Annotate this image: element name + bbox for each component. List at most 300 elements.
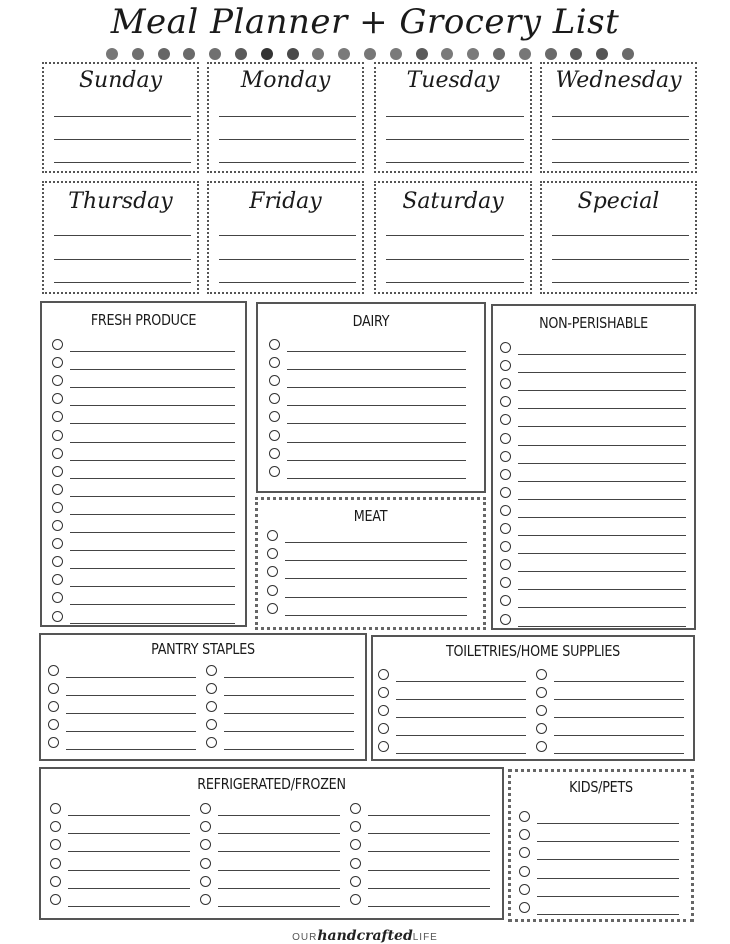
write-in-line[interactable] xyxy=(70,604,235,605)
write-in-line[interactable] xyxy=(368,815,490,816)
checklist-item[interactable] xyxy=(536,668,684,686)
checklist-item[interactable] xyxy=(52,429,235,447)
meal-line[interactable] xyxy=(54,139,191,140)
write-in-line[interactable] xyxy=(518,517,686,518)
write-in-line[interactable] xyxy=(518,372,686,373)
write-in-line[interactable] xyxy=(518,390,686,391)
write-in-line[interactable] xyxy=(396,717,526,718)
checkbox-circle-icon[interactable] xyxy=(52,393,63,404)
checklist-item[interactable] xyxy=(52,465,235,483)
checklist-item[interactable] xyxy=(50,875,190,893)
write-in-line[interactable] xyxy=(287,442,466,443)
checklist-item[interactable] xyxy=(48,736,196,754)
checkbox-circle-icon[interactable] xyxy=(200,839,211,850)
checkbox-circle-icon[interactable] xyxy=(50,876,61,887)
section-title: REFRIGERATED/FROZEN xyxy=(197,775,346,793)
write-in-line[interactable] xyxy=(554,753,684,754)
checklist-item[interactable] xyxy=(350,820,490,838)
checkbox-circle-icon[interactable] xyxy=(500,396,511,407)
checklist-item[interactable] xyxy=(267,565,467,583)
checkbox-circle-icon[interactable] xyxy=(52,339,63,350)
write-in-line[interactable] xyxy=(518,589,686,590)
write-in-line[interactable] xyxy=(66,713,196,714)
write-in-line[interactable] xyxy=(285,615,467,616)
checkbox-circle-icon[interactable] xyxy=(52,592,63,603)
checklist-item[interactable] xyxy=(48,664,196,682)
checkbox-circle-icon[interactable] xyxy=(267,603,278,614)
write-in-line[interactable] xyxy=(396,681,526,682)
write-in-line[interactable] xyxy=(537,859,679,860)
meal-line[interactable] xyxy=(552,139,689,140)
checkbox-circle-icon[interactable] xyxy=(200,894,211,905)
section-dairy xyxy=(256,302,486,493)
checkbox-circle-icon[interactable] xyxy=(52,574,63,585)
checklist-item[interactable] xyxy=(500,594,686,612)
checkbox-circle-icon[interactable] xyxy=(50,803,61,814)
meal-line[interactable] xyxy=(54,116,191,117)
meal-line[interactable] xyxy=(219,139,356,140)
write-in-line[interactable] xyxy=(518,481,686,482)
checkbox-circle-icon[interactable] xyxy=(519,902,530,913)
checkbox-circle-icon[interactable] xyxy=(267,548,278,559)
checklist-item[interactable] xyxy=(50,857,190,875)
checklist-item[interactable] xyxy=(267,529,467,547)
write-in-line[interactable] xyxy=(70,460,235,461)
checklist-item[interactable] xyxy=(500,613,686,631)
checkbox-circle-icon[interactable] xyxy=(269,357,280,368)
write-in-line[interactable] xyxy=(518,354,686,355)
checkbox-circle-icon[interactable] xyxy=(350,803,361,814)
checkbox-circle-icon[interactable] xyxy=(48,701,59,712)
checklist-item[interactable] xyxy=(52,519,235,537)
checkbox-circle-icon[interactable] xyxy=(50,839,61,850)
write-in-line[interactable] xyxy=(537,823,679,824)
checklist-item[interactable] xyxy=(269,392,466,410)
write-in-line[interactable] xyxy=(287,387,466,388)
write-in-line[interactable] xyxy=(368,870,490,871)
checkbox-circle-icon[interactable] xyxy=(48,683,59,694)
write-in-line[interactable] xyxy=(287,405,466,406)
dot-icon xyxy=(596,48,608,60)
checkbox-circle-icon[interactable] xyxy=(269,339,280,350)
checklist-item[interactable] xyxy=(500,540,686,558)
checklist-item[interactable] xyxy=(269,429,466,447)
write-in-line[interactable] xyxy=(66,731,196,732)
checklist-item[interactable] xyxy=(350,838,490,856)
write-in-line[interactable] xyxy=(285,560,467,561)
checkbox-circle-icon[interactable] xyxy=(206,737,217,748)
write-in-line[interactable] xyxy=(287,351,466,352)
checklist-item[interactable] xyxy=(206,682,354,700)
write-in-line[interactable] xyxy=(368,833,490,834)
checklist-item[interactable] xyxy=(350,802,490,820)
write-in-line[interactable] xyxy=(224,713,354,714)
checklist-item[interactable] xyxy=(378,704,526,722)
checklist-item[interactable] xyxy=(52,555,235,573)
checklist-item[interactable] xyxy=(200,893,340,911)
write-in-line[interactable] xyxy=(518,408,686,409)
checkbox-circle-icon[interactable] xyxy=(48,737,59,748)
checkbox-circle-icon[interactable] xyxy=(269,448,280,459)
checkbox-circle-icon[interactable] xyxy=(519,829,530,840)
checkbox-circle-icon[interactable] xyxy=(519,811,530,822)
checklist-item[interactable] xyxy=(52,374,235,392)
checklist-item[interactable] xyxy=(350,875,490,893)
checkbox-circle-icon[interactable] xyxy=(350,858,361,869)
checklist-item[interactable] xyxy=(52,610,235,628)
checkbox-circle-icon[interactable] xyxy=(269,411,280,422)
checklist-item[interactable] xyxy=(536,704,684,722)
checklist-item[interactable] xyxy=(500,504,686,522)
checklist-item[interactable] xyxy=(536,722,684,740)
write-in-line[interactable] xyxy=(218,815,340,816)
checkbox-circle-icon[interactable] xyxy=(267,585,278,596)
checklist-item[interactable] xyxy=(519,810,679,828)
checklist-item[interactable] xyxy=(50,820,190,838)
checklist-item[interactable] xyxy=(350,893,490,911)
meal-line[interactable] xyxy=(552,162,689,163)
write-in-line[interactable] xyxy=(218,833,340,834)
write-in-line[interactable] xyxy=(368,906,490,907)
checklist-item[interactable] xyxy=(519,901,679,919)
meal-line[interactable] xyxy=(552,259,689,260)
checklist-item[interactable] xyxy=(500,413,686,431)
write-in-line[interactable] xyxy=(518,553,686,554)
write-in-line[interactable] xyxy=(66,695,196,696)
checkbox-circle-icon[interactable] xyxy=(500,451,511,462)
write-in-line[interactable] xyxy=(66,749,196,750)
checklist-item[interactable] xyxy=(52,338,235,356)
checkbox-circle-icon[interactable] xyxy=(500,342,511,353)
checkbox-circle-icon[interactable] xyxy=(48,719,59,730)
checkbox-circle-icon[interactable] xyxy=(378,723,389,734)
checkbox-circle-icon[interactable] xyxy=(200,803,211,814)
checklist-item[interactable] xyxy=(378,686,526,704)
write-in-line[interactable] xyxy=(518,626,686,627)
checkbox-circle-icon[interactable] xyxy=(52,357,63,368)
checkbox-circle-icon[interactable] xyxy=(500,433,511,444)
checkbox-circle-icon[interactable] xyxy=(378,741,389,752)
checkbox-circle-icon[interactable] xyxy=(52,538,63,549)
write-in-line[interactable] xyxy=(68,833,190,834)
checkbox-circle-icon[interactable] xyxy=(269,430,280,441)
meal-line[interactable] xyxy=(54,282,191,283)
write-in-line[interactable] xyxy=(537,896,679,897)
checklist-item[interactable] xyxy=(52,501,235,519)
checklist-item[interactable] xyxy=(52,573,235,591)
checkbox-circle-icon[interactable] xyxy=(269,375,280,386)
checkbox-circle-icon[interactable] xyxy=(206,683,217,694)
write-in-line[interactable] xyxy=(537,841,679,842)
dot-icon xyxy=(287,48,299,60)
write-in-line[interactable] xyxy=(218,870,340,871)
checklist-item[interactable] xyxy=(269,356,466,374)
checkbox-circle-icon[interactable] xyxy=(500,360,511,371)
checklist-item[interactable] xyxy=(206,736,354,754)
write-in-line[interactable] xyxy=(218,906,340,907)
write-in-line[interactable] xyxy=(70,387,235,388)
checkbox-circle-icon[interactable] xyxy=(206,701,217,712)
write-in-line[interactable] xyxy=(70,532,235,533)
write-in-line[interactable] xyxy=(70,442,235,443)
checklist-item[interactable] xyxy=(50,802,190,820)
write-in-line[interactable] xyxy=(70,586,235,587)
meal-line[interactable] xyxy=(54,235,191,236)
write-in-line[interactable] xyxy=(224,677,354,678)
checkbox-circle-icon[interactable] xyxy=(500,595,511,606)
meal-line[interactable] xyxy=(552,235,689,236)
meal-line[interactable] xyxy=(219,282,356,283)
checkbox-circle-icon[interactable] xyxy=(269,393,280,404)
write-in-line[interactable] xyxy=(287,369,466,370)
checkbox-circle-icon[interactable] xyxy=(267,566,278,577)
meal-line[interactable] xyxy=(54,259,191,260)
checklist-item[interactable] xyxy=(519,846,679,864)
checkbox-circle-icon[interactable] xyxy=(378,669,389,680)
write-in-line[interactable] xyxy=(518,426,686,427)
checklist-item[interactable] xyxy=(52,591,235,609)
write-in-line[interactable] xyxy=(68,888,190,889)
checkbox-circle-icon[interactable] xyxy=(200,821,211,832)
write-in-line[interactable] xyxy=(70,550,235,551)
checklist-item[interactable] xyxy=(519,865,679,883)
checkbox-circle-icon[interactable] xyxy=(350,839,361,850)
meal-line[interactable] xyxy=(219,235,356,236)
meal-line[interactable] xyxy=(386,162,524,163)
write-in-line[interactable] xyxy=(368,851,490,852)
checklist-item[interactable] xyxy=(500,450,686,468)
checkbox-circle-icon[interactable] xyxy=(500,523,511,534)
checkbox-circle-icon[interactable] xyxy=(52,502,63,513)
checklist-item[interactable] xyxy=(500,395,686,413)
checkbox-circle-icon[interactable] xyxy=(48,665,59,676)
write-in-line[interactable] xyxy=(518,463,686,464)
checklist-item[interactable] xyxy=(269,338,466,356)
checklist-item[interactable] xyxy=(206,700,354,718)
checklist-item[interactable] xyxy=(536,686,684,704)
meal-line[interactable] xyxy=(386,259,524,260)
checkbox-circle-icon[interactable] xyxy=(536,687,547,698)
write-in-line[interactable] xyxy=(70,423,235,424)
checklist-item[interactable] xyxy=(500,359,686,377)
checkbox-circle-icon[interactable] xyxy=(519,866,530,877)
write-in-line[interactable] xyxy=(70,496,235,497)
write-in-line[interactable] xyxy=(554,699,684,700)
meal-line[interactable] xyxy=(386,139,524,140)
checkbox-circle-icon[interactable] xyxy=(500,487,511,498)
write-in-line[interactable] xyxy=(285,542,467,543)
write-in-line[interactable] xyxy=(518,535,686,536)
write-in-line[interactable] xyxy=(218,851,340,852)
write-in-line[interactable] xyxy=(70,623,235,624)
checklist-item[interactable] xyxy=(269,447,466,465)
checklist-item[interactable] xyxy=(48,700,196,718)
write-in-line[interactable] xyxy=(224,695,354,696)
checkbox-circle-icon[interactable] xyxy=(500,541,511,552)
checkbox-circle-icon[interactable] xyxy=(52,611,63,622)
checkbox-circle-icon[interactable] xyxy=(378,687,389,698)
checklist-item[interactable] xyxy=(50,838,190,856)
write-in-line[interactable] xyxy=(287,423,466,424)
checkbox-circle-icon[interactable] xyxy=(519,884,530,895)
checkbox-circle-icon[interactable] xyxy=(52,375,63,386)
write-in-line[interactable] xyxy=(368,888,490,889)
checkbox-circle-icon[interactable] xyxy=(500,577,511,588)
checklist-item[interactable] xyxy=(500,576,686,594)
section-title: MEAT xyxy=(353,507,388,525)
meal-line[interactable] xyxy=(54,162,191,163)
checklist-item[interactable] xyxy=(500,377,686,395)
checkbox-circle-icon[interactable] xyxy=(50,858,61,869)
checkbox-circle-icon[interactable] xyxy=(500,614,511,625)
write-in-line[interactable] xyxy=(68,870,190,871)
write-in-line[interactable] xyxy=(68,906,190,907)
checkbox-circle-icon[interactable] xyxy=(500,469,511,480)
checklist-item[interactable] xyxy=(267,602,467,620)
write-in-line[interactable] xyxy=(537,914,679,915)
write-in-line[interactable] xyxy=(396,753,526,754)
meal-line[interactable] xyxy=(219,162,356,163)
checklist-item[interactable] xyxy=(500,341,686,359)
write-in-line[interactable] xyxy=(70,568,235,569)
meal-line[interactable] xyxy=(552,282,689,283)
checklist-item[interactable] xyxy=(200,857,340,875)
meal-line[interactable] xyxy=(386,282,524,283)
checklist-item[interactable] xyxy=(500,486,686,504)
checklist-item[interactable] xyxy=(206,664,354,682)
checkbox-circle-icon[interactable] xyxy=(267,530,278,541)
checklist-item[interactable] xyxy=(200,838,340,856)
checkbox-circle-icon[interactable] xyxy=(50,894,61,905)
write-in-line[interactable] xyxy=(66,677,196,678)
checkbox-circle-icon[interactable] xyxy=(50,821,61,832)
checkbox-circle-icon[interactable] xyxy=(536,741,547,752)
checkbox-circle-icon[interactable] xyxy=(52,448,63,459)
write-in-line[interactable] xyxy=(285,597,467,598)
write-in-line[interactable] xyxy=(224,731,354,732)
checklist-item[interactable] xyxy=(206,718,354,736)
write-in-line[interactable] xyxy=(537,878,679,879)
checklist-item[interactable] xyxy=(48,682,196,700)
checklist-item[interactable] xyxy=(378,722,526,740)
write-in-line[interactable] xyxy=(287,478,466,479)
checklist-item[interactable] xyxy=(378,740,526,758)
checkbox-circle-icon[interactable] xyxy=(500,559,511,570)
write-in-line[interactable] xyxy=(70,369,235,370)
write-in-line[interactable] xyxy=(554,717,684,718)
write-in-line[interactable] xyxy=(518,571,686,572)
checkbox-circle-icon[interactable] xyxy=(52,520,63,531)
checklist-item[interactable] xyxy=(519,828,679,846)
write-in-line[interactable] xyxy=(518,499,686,500)
write-in-line[interactable] xyxy=(396,699,526,700)
checkbox-circle-icon[interactable] xyxy=(52,466,63,477)
checklist-item[interactable] xyxy=(536,740,684,758)
write-in-line[interactable] xyxy=(70,478,235,479)
write-in-line[interactable] xyxy=(554,735,684,736)
checkbox-circle-icon[interactable] xyxy=(52,430,63,441)
meal-line[interactable] xyxy=(386,235,524,236)
checklist-item[interactable] xyxy=(267,584,467,602)
checkbox-circle-icon[interactable] xyxy=(500,414,511,425)
checklist-item[interactable] xyxy=(52,410,235,428)
checklist-item[interactable] xyxy=(50,893,190,911)
checklist-item[interactable] xyxy=(52,356,235,374)
day-box-monday xyxy=(207,62,364,173)
checklist-item[interactable] xyxy=(52,537,235,555)
checkbox-circle-icon[interactable] xyxy=(350,821,361,832)
write-in-line[interactable] xyxy=(518,607,686,608)
dot-icon xyxy=(519,48,531,60)
meal-line[interactable] xyxy=(219,116,356,117)
write-in-line[interactable] xyxy=(285,578,467,579)
write-in-line[interactable] xyxy=(518,445,686,446)
checkbox-circle-icon[interactable] xyxy=(269,466,280,477)
write-in-line[interactable] xyxy=(70,405,235,406)
checklist-item[interactable] xyxy=(200,802,340,820)
checklist-item[interactable] xyxy=(269,374,466,392)
checklist-item[interactable] xyxy=(48,718,196,736)
checkbox-circle-icon[interactable] xyxy=(536,723,547,734)
meal-line[interactable] xyxy=(552,116,689,117)
section-refrigerated-frozen xyxy=(39,767,504,920)
meal-line[interactable] xyxy=(219,259,356,260)
checkbox-circle-icon[interactable] xyxy=(52,556,63,567)
checklist-item[interactable] xyxy=(519,883,679,901)
checkbox-circle-icon[interactable] xyxy=(500,505,511,516)
write-in-line[interactable] xyxy=(218,888,340,889)
checkbox-circle-icon[interactable] xyxy=(206,719,217,730)
meal-line[interactable] xyxy=(386,116,524,117)
checkbox-circle-icon[interactable] xyxy=(200,876,211,887)
checklist-item[interactable] xyxy=(269,410,466,428)
checkbox-circle-icon[interactable] xyxy=(200,858,211,869)
checklist-item[interactable] xyxy=(350,857,490,875)
write-in-line[interactable] xyxy=(70,351,235,352)
write-in-line[interactable] xyxy=(287,460,466,461)
write-in-line[interactable] xyxy=(554,681,684,682)
checklist-item[interactable] xyxy=(200,820,340,838)
checklist-item[interactable] xyxy=(500,468,686,486)
checkbox-circle-icon[interactable] xyxy=(536,669,547,680)
checkbox-circle-icon[interactable] xyxy=(350,894,361,905)
checklist-item[interactable] xyxy=(269,465,466,483)
checklist-item[interactable] xyxy=(52,392,235,410)
checklist-item[interactable] xyxy=(52,447,235,465)
checkbox-circle-icon[interactable] xyxy=(350,876,361,887)
checkbox-circle-icon[interactable] xyxy=(52,411,63,422)
write-in-line[interactable] xyxy=(70,514,235,515)
checklist-item[interactable] xyxy=(500,558,686,576)
write-in-line[interactable] xyxy=(224,749,354,750)
checkbox-circle-icon[interactable] xyxy=(206,665,217,676)
checklist-item[interactable] xyxy=(267,547,467,565)
checklist-item[interactable] xyxy=(52,483,235,501)
write-in-line[interactable] xyxy=(68,851,190,852)
checkbox-circle-icon[interactable] xyxy=(52,484,63,495)
write-in-line[interactable] xyxy=(396,735,526,736)
checkbox-circle-icon[interactable] xyxy=(536,705,547,716)
checklist-item[interactable] xyxy=(500,522,686,540)
checkbox-circle-icon[interactable] xyxy=(519,847,530,858)
dot-icon xyxy=(261,48,273,60)
checklist-item[interactable] xyxy=(200,875,340,893)
checklist-item[interactable] xyxy=(500,432,686,450)
checkbox-circle-icon[interactable] xyxy=(500,378,511,389)
checklist-item[interactable] xyxy=(378,668,526,686)
write-in-line[interactable] xyxy=(68,815,190,816)
checkbox-circle-icon[interactable] xyxy=(378,705,389,716)
